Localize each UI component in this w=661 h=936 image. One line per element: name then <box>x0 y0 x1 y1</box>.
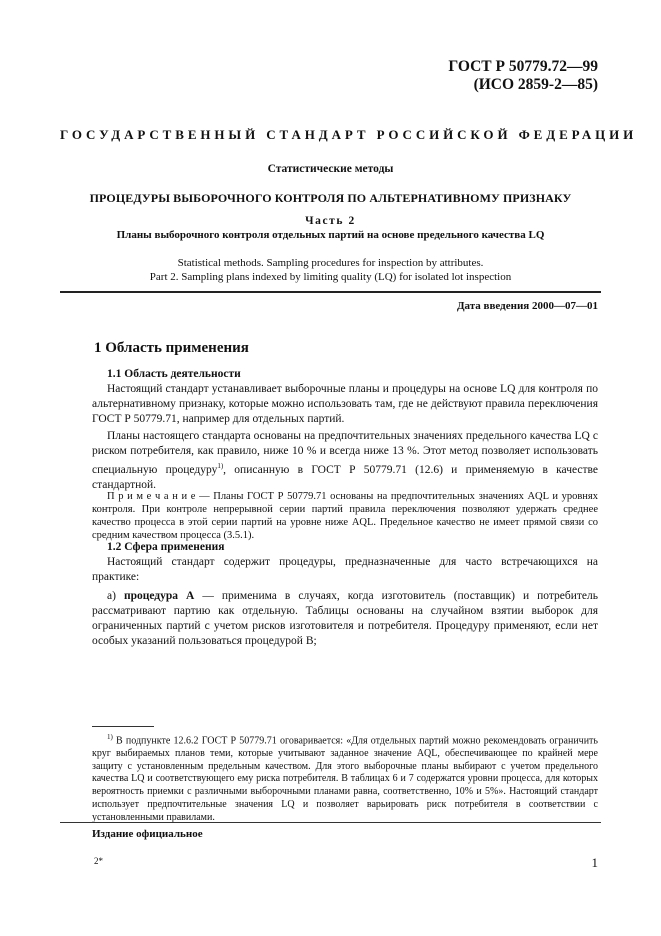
paragraph-1: Настоящий стандарт устанавливает выборочные планы и процедуры на основе LQ для контроля по альтернативному признаку, которые можно использовать там, где не действуют правила переключения ГОСТ Р 50779.71, например для отдельных партий. <box>92 383 598 425</box>
note-label: П р и м е ч а н и е <box>107 491 196 502</box>
doc-number: ГОСТ Р 50779.72—99 <box>448 58 598 75</box>
note-text: — Планы ГОСТ Р 50779.71 основаны на предпочтительных значениях AQL и уровнях контроля. При контроле непрерывной серии партий правила переключения позволяют удержать среднее качество процесса в этой серии партий на уровне ниже AQL. Предельное качество не имеет прямой связи со средним качеством процесса (3.5.1). <box>92 491 598 541</box>
signature-mark: 2* <box>94 856 103 866</box>
paragraph-4-prefix: а) <box>107 590 124 602</box>
paragraph-2-text: Планы настоящего стандарта основаны на предпочтительных значениях предельного качества LQ с риском потребителя, как правило, ниже 10 % и всегда ниже 13 %. Этот метод позволяет использовать специальную процедуру <box>92 430 598 476</box>
section-1-1 <box>92 367 598 493</box>
edition-label: Издание официальное <box>92 828 203 840</box>
section-1-2 <box>92 540 598 649</box>
part-title: Планы выборочного контроля отдельных партий на основе предельного качества LQ <box>116 229 545 241</box>
subtitle: Статистические методы <box>267 163 394 175</box>
paragraph-4-text: — применима в случаях, когда изготовитель (поставщик) и потребитель рассматривают партию как отдельную. Таблицы основаны на случайном взятии выборок для ограниченных партий с учетом рисков изготовителя и потребителя. Процедуру применяют, если нет особых указаний пользоваться процедурой В; <box>92 590 599 647</box>
paragraph-4 <box>92 589 598 649</box>
introduction-date: Дата введения 2000—07—01 <box>456 300 598 312</box>
document-title: ПРОЦЕДУРЫ ВЫБОРОЧНОГО КОНТРОЛЯ ПО АЛЬТЕРНАТИВНОМУ ПРИЗНАКУ <box>89 191 572 205</box>
section-heading: 1 Область применения <box>94 340 249 356</box>
paragraph-3: Настоящий стандарт содержит процедуры, предназначенные для часто встречающихся на практике: <box>92 556 598 583</box>
footnote-text: В подпункте 12.6.2 ГОСТ Р 50779.71 оговаривается: «Для отдельных партий можно рекомендовать ограничить круг выбираемых планов теми, которые учитывают заданное значение AQL, обеспечивающее по крайней мере защиту с установленным предельным качеством. Для этого выборочные планы выбирают с учетом предельного качества LQ и соответствующего ему риска потребителя. В таблицах 6 и 7 содержатся уровни процесса, для которых вероятность приемки с различными выборочными планами равна, соответственно, 10% и 5%». Настоящий стандарт использует предпочтительные значения LQ и позволяет варьировать риск потребителя в соответствии с установленными правилами. <box>92 735 598 823</box>
footnote-divider <box>92 726 154 727</box>
english-title <box>60 256 601 284</box>
document-number-block <box>448 58 598 94</box>
english-title-line1: Statistical methods. Sampling procedures for inspection by attributes. <box>177 257 484 269</box>
note <box>92 490 598 542</box>
footnote <box>92 731 598 824</box>
footnote-marker: 1) <box>107 733 113 741</box>
page-number: 1 <box>591 855 598 870</box>
subsection-heading: 1.2 Сфера применения <box>107 541 225 553</box>
part-heading: Часть 2 <box>305 215 356 227</box>
subsection-heading: 1.1 Область деятельности <box>107 368 241 380</box>
footnote-ref[interactable]: 1) <box>217 462 224 470</box>
iso-number: (ИСО 2859-2—85) <box>473 76 598 93</box>
english-title-line2: Part 2. Sampling plans indexed by limiting quality (LQ) for isolated lot inspection <box>149 271 512 283</box>
footer-divider <box>60 822 601 823</box>
header-divider <box>60 291 601 293</box>
procedure-a-label: процедура А <box>123 590 195 602</box>
paragraph-2-tail: , описанную в ГОСТ Р 50779.71 (12.6) и применяемую в качестве стандартной. <box>92 463 598 491</box>
state-standard-banner: ГОСУДАРСТВЕННЫЙ СТАНДАРТ РОССИЙСКОЙ ФЕДЕРАЦИИ <box>60 127 638 142</box>
paragraph-2 <box>92 429 598 493</box>
